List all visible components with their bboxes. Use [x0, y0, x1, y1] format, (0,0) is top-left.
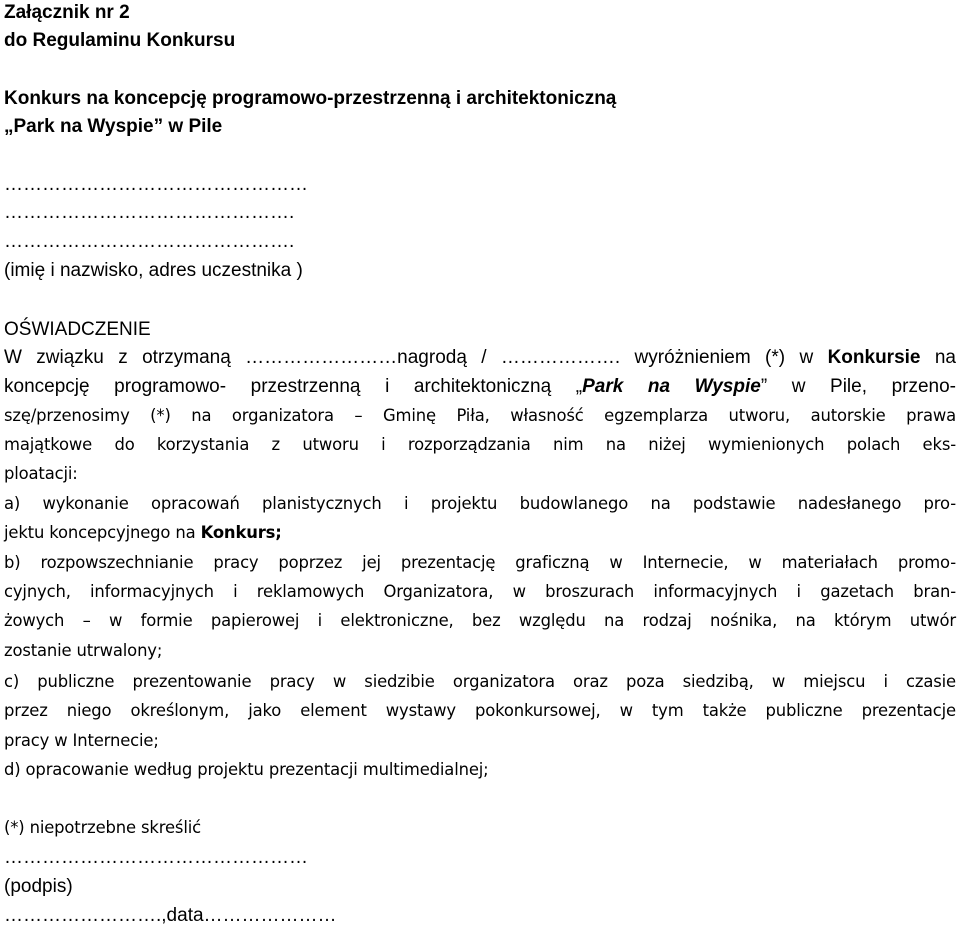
- park-name: Park na Wyspie: [582, 376, 761, 397]
- date-line: …………………….,data…………………: [4, 905, 337, 926]
- statement-text: ” w Pile, przeno-: [760, 376, 956, 397]
- statement-line-4: majątkowe do korzystania z utworu i rozporządzania nim na niżej wymienionych polach eks-: [4, 435, 956, 454]
- contest-title-line1: Konkurs na koncepcję programowo-przestrzenną i architektoniczną: [4, 88, 617, 109]
- annex-heading: Załącznik nr 2: [4, 2, 130, 23]
- item-d-line-1: d) opracowanie według projektu prezentacji multimedialnej;: [4, 760, 489, 779]
- participant-dots-1: …………………………………………: [4, 174, 308, 195]
- item-c-line-3: pracy w Internecie;: [4, 731, 159, 750]
- footnote: (*) niepotrzebne skreślić: [4, 818, 201, 837]
- statement-line-1: [4, 348, 956, 367]
- statement-title: OŚWIADCZENIE: [4, 319, 151, 340]
- participant-dots-3: ……………………………………….: [4, 231, 295, 252]
- contest-ref: Konkursie: [827, 347, 921, 368]
- statement-line-2: [4, 377, 956, 396]
- participant-dots-2: ……………………………………….: [4, 202, 295, 223]
- item-b-line-1: b) rozpowszechnianie pracy poprzez jej prezentację graficzną w Internecie, w materiałach promo-: [4, 553, 956, 572]
- item-a-line-1: a) wykonanie opracowań planistycznych i projektu budowlanego na podstawie nadesłanego pro-: [4, 494, 956, 513]
- statement-line-5: ploatacji:: [4, 464, 78, 483]
- item-c-line-2: przez niego określonym, jako element wystawy pokonkursowej, w tym także publiczne prezentacje: [4, 701, 956, 720]
- contest-ref: Konkurs;: [200, 523, 282, 542]
- signature-caption: (podpis): [4, 876, 73, 897]
- statement-text: na: [920, 347, 956, 368]
- item-b-line-2: cyjnych, informacyjnych i reklamowych Organizatora, w broszurach informacyjnych i gazetach bran-: [4, 582, 956, 601]
- signature-dots: …………………………………………: [4, 847, 308, 868]
- item-c-line-1: c) publiczne prezentowanie pracy w siedzibie organizatora oraz poza siedzibą, w miejscu i czasie: [4, 672, 956, 691]
- participant-caption: (imię i nazwisko, adres uczestnika ): [4, 260, 303, 281]
- contest-title-line2: „Park na Wyspie” w Pile: [4, 116, 223, 137]
- item-b-line-3: żowych – w formie papierowej i elektroniczne, bez względu na rodzaj nośnika, na którym utwór: [4, 611, 956, 630]
- item-text: jektu koncepcyjnego na: [4, 523, 201, 542]
- statement-text: koncepcję programowo- przestrzenną i architektoniczną „: [4, 376, 583, 397]
- item-b-line-4: zostanie utrwalony;: [4, 641, 163, 660]
- statement-text: W związku z otrzymaną ……………………nagrodą / ………………. wyróżnieniem (*) w: [4, 347, 828, 368]
- item-a-line-2: [4, 525, 282, 541]
- regulation-heading: do Regulaminu Konkursu: [4, 30, 236, 51]
- statement-line-3: szę/przenosimy (*) na organizatora – Gminę Piła, własność egzemplarza utworu, autorskie prawa: [4, 406, 956, 425]
